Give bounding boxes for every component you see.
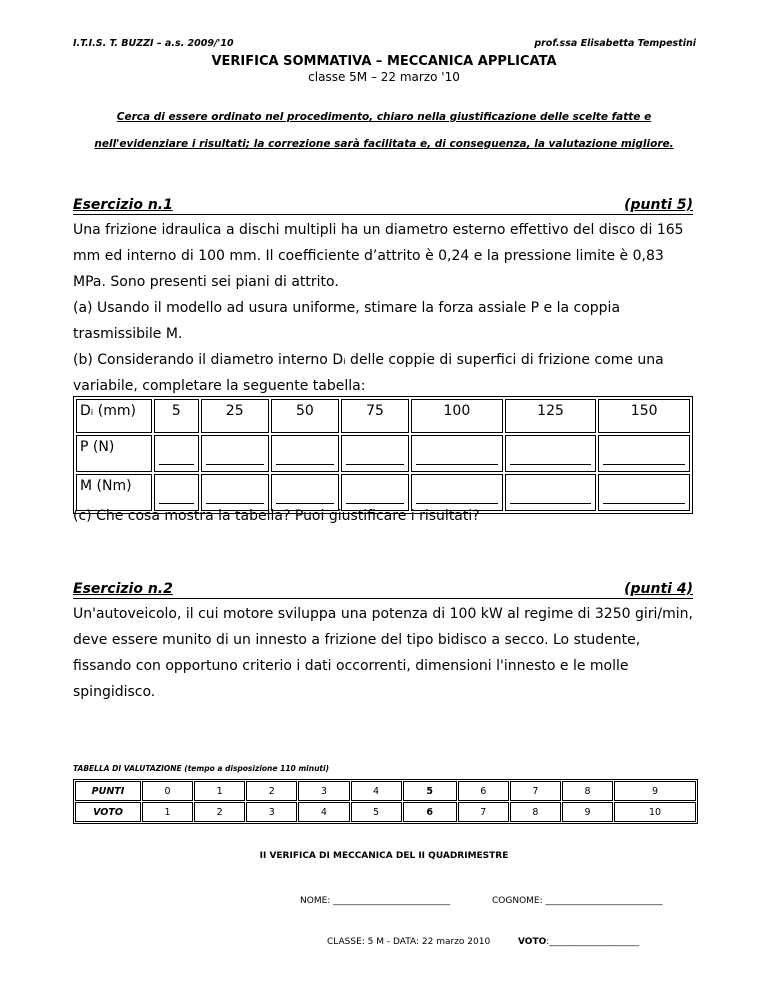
class-date-label: CLASSE: 5 M - DATA: 22 marzo 2010 <box>327 937 491 947</box>
exercise-1-paragraph-3: (b) Considerando il diametro interno Dᵢ delle coppie di superfici di frizione come una variabile, completare la seguente tabella: <box>73 352 664 394</box>
exercise-2-paragraph-1: Un'autoveicolo, il cui motore sviluppa una potenza di 100 kW al regime di 3250 giri/min, deve essere munito di un innesto a frizione del tipo bidisco a secco. Lo studente, fissando con opportuno criterio i dati occorrenti, dimensioni l'innesto e le molle spingidisco. <box>73 606 693 700</box>
teacher-header: prof.ssa Elisabetta Tempestini <box>534 38 696 49</box>
exercise-2-heading <box>73 581 693 599</box>
row-label-diameter: Dᵢ (mm) <box>76 399 152 433</box>
page-subtitle: classe 5M – 22 marzo '10 <box>308 70 460 84</box>
grading-cell-threshold: 5 <box>403 781 457 801</box>
exercise-2-points: (punti 4) <box>624 581 693 597</box>
grading-label-points: PUNTI <box>75 781 141 801</box>
exercise-1-points: (punti 5) <box>624 197 693 213</box>
exercise-1-paragraph-2: (a) Usando il modello ad usura uniforme, stimare la forza assiale P e la coppia trasmissibile M. <box>73 300 621 342</box>
grading-cell: 0 <box>142 781 193 801</box>
exercise-1-text <box>73 217 698 399</box>
diameter-cell: 50 <box>271 399 339 433</box>
name-field[interactable]: NOME: __________________________ <box>300 896 451 906</box>
grading-cell: 9 <box>614 781 696 801</box>
diameter-cell: 100 <box>411 399 503 433</box>
grading-cell: 7 <box>458 802 509 822</box>
grading-cell: 7 <box>510 781 561 801</box>
row-label-torque: M (Nm) <box>76 474 152 511</box>
table-row <box>76 399 690 433</box>
grading-cell: 2 <box>194 802 245 822</box>
exercise-1-paragraph-1: Una frizione idraulica a dischi multipli ha un diametro esterno effettivo del disco di 165 mm ed interno di 100 mm. Il coefficiente d’attrito è 0,24 e la pressione limite è 0,83 MPa. Sono presenti sei piani di attrito. <box>73 222 684 290</box>
answer-blank[interactable] <box>154 435 199 472</box>
grading-cell: 3 <box>246 802 297 822</box>
diameter-cell: 75 <box>341 399 409 433</box>
surname-field[interactable]: COGNOME: __________________________ <box>492 896 663 906</box>
answer-blank[interactable] <box>411 435 503 472</box>
diameter-cell: 25 <box>201 399 269 433</box>
page-title: VERIFICA SOMMATIVA – MECCANICA APPLICATA <box>211 54 557 69</box>
grading-cell: 6 <box>458 781 509 801</box>
grade-field[interactable] <box>518 937 639 947</box>
grading-cell: 5 <box>351 802 402 822</box>
row-label-force: P (N) <box>76 435 152 472</box>
grading-cell: 9 <box>562 802 613 822</box>
footer-title: II VERIFICA DI MECCANICA DEL II QUADRIMESTRE <box>259 851 509 861</box>
grading-cell: 4 <box>298 802 349 822</box>
grading-cell: 2 <box>246 781 297 801</box>
grading-row-points <box>75 781 696 801</box>
grading-table <box>73 779 698 824</box>
grade-label: VOTO <box>518 937 547 947</box>
table-row <box>76 435 690 472</box>
exercise-1-paragraph-4: (c) Che cosa mostra la tabella? Puoi giustificare i risultati? <box>73 508 480 524</box>
answer-blank[interactable] <box>505 435 597 472</box>
grading-cell: 1 <box>194 781 245 801</box>
answer-blank[interactable] <box>341 435 409 472</box>
instructions-line-2: nell'evidenziare i risultati; la correzione sarà facilitata e, di conseguenza, la valutazione migliore. <box>94 138 674 150</box>
diameter-table <box>73 396 693 514</box>
school-header: I.T.I.S. T. BUZZI – a.s. 2009/'10 <box>73 38 234 49</box>
grading-label-grade: VOTO <box>75 802 141 822</box>
exercise-1-heading <box>73 197 693 215</box>
answer-blank[interactable] <box>201 435 269 472</box>
grading-row-grade <box>75 802 696 822</box>
diameter-cell: 150 <box>598 399 690 433</box>
diameter-cell: 5 <box>154 399 199 433</box>
exercise-2-title: Esercizio n.2 <box>73 581 173 597</box>
grading-cell: 4 <box>351 781 402 801</box>
grading-cell: 10 <box>614 802 696 822</box>
grade-blank: :____________________ <box>546 937 640 947</box>
diameter-cell: 125 <box>505 399 597 433</box>
grading-caption: TABELLA DI VALUTAZIONE (tempo a disposizione 110 minuti) <box>73 764 330 773</box>
grading-cell-threshold: 6 <box>403 802 457 822</box>
grading-cell: 3 <box>298 781 349 801</box>
answer-blank[interactable] <box>598 435 690 472</box>
grading-cell: 8 <box>510 802 561 822</box>
grading-cell: 1 <box>142 802 193 822</box>
answer-blank[interactable] <box>271 435 339 472</box>
grading-cell: 8 <box>562 781 613 801</box>
exercise-1-title: Esercizio n.1 <box>73 197 173 213</box>
instructions-line-1: Cerca di essere ordinato nel procedimento, chiaro nella giustificazione delle scelte fatte e <box>116 111 652 123</box>
